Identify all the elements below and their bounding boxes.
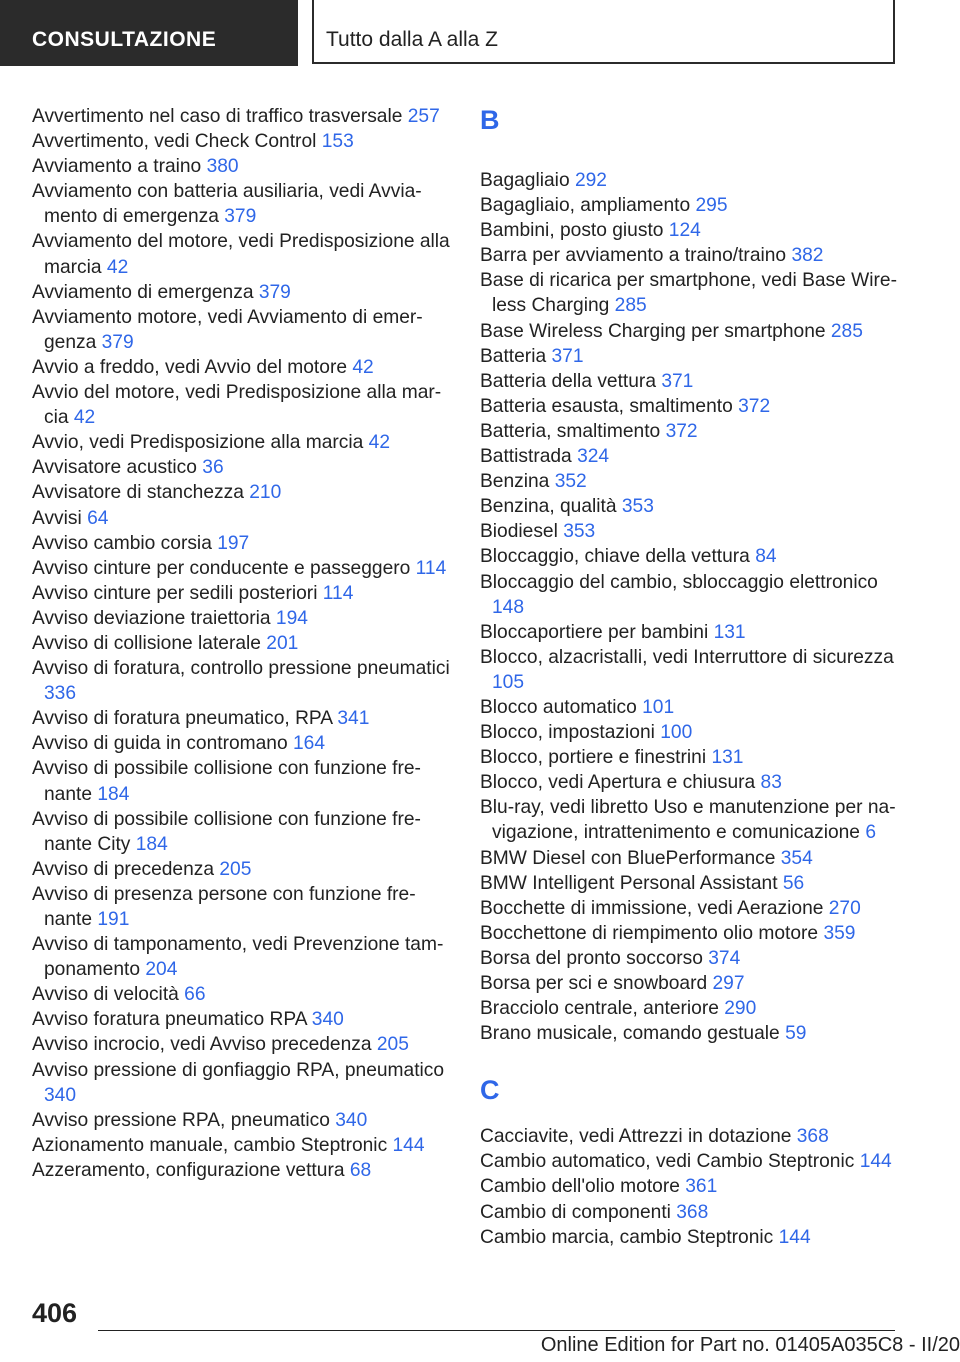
index-entry: [480, 620, 905, 645]
entry-text: Bocchettone di riempimento olio motore: [480, 922, 819, 944]
index-entry: [32, 531, 452, 556]
entry-text: Batteria, smaltimento: [480, 420, 661, 442]
entry-page-link[interactable]: 372: [665, 420, 698, 442]
entry-text: Blocco, alzacristalli, vedi Interruttore di sicurezza: [480, 646, 894, 668]
index-entry: [480, 946, 905, 971]
entry-page-link[interactable]: 201: [266, 632, 299, 654]
index-entry: [480, 268, 905, 318]
entry-page-link[interactable]: 205: [376, 1034, 409, 1056]
entry-text: Borsa del pronto soccorso: [480, 947, 703, 969]
entry-page-link[interactable]: 59: [785, 1023, 807, 1045]
index-entry: [480, 770, 905, 795]
entry-text: Avviso di presenza persone con funzione frenante: [32, 883, 416, 930]
index-entry: [32, 229, 452, 279]
index-entry: [480, 846, 905, 871]
entry-page-link[interactable]: 144: [392, 1134, 425, 1156]
entry-page-link[interactable]: 194: [275, 607, 308, 629]
index-entry: [32, 430, 452, 455]
entry-page-link[interactable]: 270: [828, 897, 861, 919]
entry-page-link[interactable]: 324: [577, 446, 610, 468]
index-entry: [480, 1021, 905, 1046]
index-entry: [32, 455, 452, 480]
index-entry: [32, 380, 452, 430]
entry-page-link[interactable]: 374: [708, 947, 741, 969]
page-number: 406: [32, 1298, 78, 1328]
entry-text: Avviamento con batteria ausiliaria, vedi Avviamento di emergenza: [32, 181, 422, 228]
entry-page-link[interactable]: 42: [73, 407, 96, 429]
entry-page-link[interactable]: 354: [780, 847, 813, 869]
entry-text: Bloccaggio, chiave della vettura: [480, 546, 750, 568]
index-entry: [480, 243, 905, 268]
entry-page-link[interactable]: 382: [791, 245, 824, 267]
entry-text: Batteria: [480, 345, 547, 367]
entry-text: Base Wireless Charging per smartphone: [480, 320, 826, 342]
index-entry: [32, 606, 452, 631]
entry-page-link[interactable]: 379: [258, 281, 291, 303]
entry-page-link[interactable]: 84: [755, 546, 777, 568]
index-entry: [480, 394, 905, 419]
index-column-right: [480, 100, 905, 1250]
index-entry: [480, 1225, 905, 1250]
entry-page-link[interactable]: 68: [349, 1159, 372, 1181]
index-entry: [480, 369, 905, 394]
entry-page-link[interactable]: 290: [724, 998, 757, 1020]
entry-page-link[interactable]: 353: [563, 521, 596, 543]
section-tab: CONSULTAZIONE: [0, 0, 298, 66]
entry-page-link[interactable]: 340: [44, 1084, 77, 1106]
entry-page-link[interactable]: 336: [44, 683, 77, 705]
entry-text: Avvisatore di stanchezza: [32, 482, 244, 504]
index-entry: [32, 706, 452, 731]
entry-page-link[interactable]: 372: [738, 395, 771, 417]
entry-text: Avviso di precedenza: [32, 858, 215, 880]
index-entry: [480, 695, 905, 720]
letter-heading-b: B: [480, 105, 500, 135]
entry-page-link[interactable]: 368: [796, 1126, 829, 1148]
index-entry: [480, 494, 905, 519]
index-entry: [480, 720, 905, 745]
entry-page-link[interactable]: 42: [368, 432, 391, 454]
index-entry: [480, 896, 905, 921]
entry-text: Avviso di tamponamento, vedi Prevenzione tamponamento: [32, 934, 444, 981]
entry-page-link[interactable]: 114: [322, 582, 354, 604]
entry-text: Avviamento del motore, vedi Predisposizione alla marcia: [32, 231, 450, 278]
entry-page-link[interactable]: 100: [660, 722, 693, 744]
entry-page-link[interactable]: 42: [352, 356, 374, 378]
entry-text: Bagagliaio: [480, 170, 570, 191]
entry-text: Avviamento motore, vedi Avviamento di emergenza: [32, 306, 423, 353]
index-entry: [32, 932, 452, 982]
index-entry: [32, 882, 452, 932]
index-column-left: [32, 104, 452, 1183]
index-entry: [32, 807, 452, 857]
index-entry: [480, 193, 905, 218]
entry-text: Avviso di possibile collisione con funzione frenante City: [32, 808, 421, 855]
entry-page-link[interactable]: 379: [101, 331, 134, 353]
entry-text: Avvertimento, vedi Check Control: [32, 131, 317, 153]
entry-text: Avviso di collisione laterale: [32, 632, 261, 654]
index-entry: [32, 982, 452, 1007]
entry-page-link[interactable]: 210: [249, 482, 282, 504]
entry-page-link[interactable]: 42: [106, 256, 129, 278]
index-entry: [32, 305, 452, 355]
entry-text: Barra per avviamento a traino/traino: [480, 245, 787, 267]
entry-page-link[interactable]: 371: [551, 345, 584, 367]
entry-page-link[interactable]: 36: [202, 457, 224, 479]
entry-page-link[interactable]: 184: [135, 833, 168, 855]
entry-page-link[interactable]: 368: [676, 1201, 709, 1223]
entry-page-link[interactable]: 197: [217, 532, 250, 554]
entry-page-link[interactable]: 285: [830, 320, 863, 342]
entry-text: Avvio del motore, vedi Predisposizione alla marcia: [32, 382, 442, 429]
entry-text: Bloccaportiere per bambini: [480, 621, 709, 643]
entry-page-link[interactable]: 105: [492, 671, 525, 693]
entry-text: Cambio di componenti: [480, 1201, 671, 1223]
entry-page-link[interactable]: 101: [642, 696, 675, 718]
entry-page-link[interactable]: 204: [145, 959, 178, 981]
entry-page-link[interactable]: 144: [859, 1151, 892, 1173]
index-list-b: [480, 168, 905, 1046]
entry-page-link[interactable]: 340: [335, 1109, 368, 1131]
entry-text: Avviso di guida in contromano: [32, 733, 288, 755]
index-entry: [480, 419, 905, 444]
entry-text: Biodiesel: [480, 521, 558, 543]
entry-text: Blocco, impostazioni: [480, 722, 655, 744]
entry-text: Cacciavite, vedi Attrezzi in dotazione: [480, 1126, 792, 1148]
entry-page-link[interactable]: 124: [668, 220, 701, 242]
entry-text: Avviso di foratura, controllo pressione pneumatici: [32, 658, 450, 680]
letter-heading-c: C: [480, 1075, 500, 1106]
index-list-c: [480, 1124, 905, 1249]
entry-page-link[interactable]: 297: [712, 973, 745, 994]
entry-page-link[interactable]: 153: [321, 131, 354, 153]
edition-note: Online Edition for Part no. 01405A035C8 - II/20: [540, 1334, 960, 1356]
index-entry: [480, 218, 905, 243]
entry-text: Bocchette di immissione, vedi Aerazione: [480, 897, 824, 919]
entry-text: BMW Intelligent Personal Assistant: [480, 872, 778, 894]
index-entry: [32, 506, 452, 531]
index-entry: [480, 871, 905, 896]
index-entry: [480, 645, 905, 695]
entry-text: Brano musicale, comando gestuale: [480, 1023, 780, 1045]
index-entry: [480, 1174, 905, 1199]
index-entry: [32, 631, 452, 656]
entry-text: Borsa per sci e snowboard: [480, 973, 708, 994]
index-entry: [32, 1108, 452, 1133]
entry-text: Avviso pressione RPA, pneumatico: [32, 1109, 330, 1131]
entry-text: Avviso di possibile collisione con funzione frenante: [32, 758, 421, 805]
index-entry: [480, 544, 905, 569]
entry-text: Blocco, portiere e finestrini: [480, 747, 707, 769]
entry-text: Avvio a freddo, vedi Avvio del motore: [32, 356, 347, 378]
index-entry: [480, 745, 905, 770]
entry-text: Batteria della vettura: [480, 370, 656, 392]
entry-text: Avviso cambio corsia: [32, 532, 212, 554]
index-entry: [480, 469, 905, 494]
entry-text: Avviso di foratura pneumatico, RPA: [32, 708, 333, 730]
entry-page-link[interactable]: 359: [823, 922, 856, 944]
index-list-a: [32, 104, 452, 1183]
index-entry: [480, 570, 905, 620]
entry-text: Avviso pressione di gonfiaggio RPA, pneumatico: [32, 1059, 445, 1081]
entry-text: Avviso incrocio, vedi Avviso precedenza: [32, 1034, 372, 1056]
index-entry: [32, 656, 452, 706]
index-entry: [480, 1149, 905, 1174]
index-entry: [32, 556, 452, 581]
entry-page-link[interactable]: 361: [685, 1176, 718, 1198]
entry-text: Avvertimento nel caso di traffico trasversale: [32, 106, 403, 127]
entry-text: Benzina: [480, 471, 550, 493]
entry-text: Avvisatore acustico: [32, 457, 197, 479]
entry-page-link[interactable]: 352: [554, 471, 587, 493]
entry-text: Avviso deviazione traiettoria: [32, 607, 271, 629]
entry-page-link[interactable]: 64: [87, 507, 109, 529]
entry-page-link[interactable]: 371: [661, 370, 694, 392]
entry-page-link[interactable]: 191: [97, 909, 130, 930]
index-entry: [32, 756, 452, 806]
entry-page-link[interactable]: 380: [206, 156, 239, 178]
index-entry: [480, 319, 905, 344]
entry-text: Avviamento di emergenza: [32, 281, 254, 303]
entry-page-link[interactable]: 353: [621, 496, 654, 518]
entry-page-link[interactable]: 257: [407, 106, 440, 127]
index-entry: [32, 129, 452, 154]
index-entry: [32, 1007, 452, 1032]
index-entry: [32, 857, 452, 882]
entry-text: Benzina, qualità: [480, 496, 617, 518]
entry-text: Blocco, vedi Apertura e chiusura: [480, 772, 756, 794]
entry-page-link[interactable]: 295: [695, 195, 728, 217]
entry-page-link[interactable]: 56: [782, 872, 805, 894]
index-entry: [480, 519, 905, 544]
entry-text: Battistrada: [480, 446, 572, 468]
index-entry: [32, 480, 452, 505]
index-entry: [32, 179, 452, 229]
entry-page-link[interactable]: 83: [760, 772, 782, 794]
entry-page-link[interactable]: 148: [492, 596, 525, 618]
entry-text: Avviamento a traino: [32, 156, 202, 178]
entry-text: Azionamento manuale, cambio Steptronic: [32, 1134, 388, 1156]
index-entry: [32, 1032, 452, 1057]
entry-text: Avvisi: [32, 507, 82, 529]
index-entry: [32, 104, 452, 129]
footer-divider: [98, 1330, 895, 1331]
entry-text: Blu-ray, vedi libretto Uso e manutenzione per navigazione, intrattenimento e comunicazione: [480, 797, 896, 844]
page-header: [0, 0, 960, 66]
entry-text: Cambio marcia, cambio Steptronic: [480, 1226, 774, 1248]
entry-text: BMW Diesel con BluePerformance: [480, 847, 776, 869]
entry-page-link[interactable]: 131: [713, 621, 746, 643]
entry-page-link[interactable]: 184: [97, 783, 130, 805]
index-entry: [32, 1058, 452, 1108]
entry-page-link[interactable]: 340: [311, 1009, 344, 1031]
index-entry: [480, 168, 905, 193]
entry-text: Blocco automatico: [480, 696, 637, 718]
index-entry: [32, 355, 452, 380]
entry-text: Bloccaggio del cambio, sbloccaggio elettronico: [480, 571, 878, 593]
entry-page-link[interactable]: 164: [292, 733, 325, 755]
entry-text: Cambio automatico, vedi Cambio Steptronic: [480, 1151, 855, 1173]
entry-page-link[interactable]: 131: [711, 747, 744, 769]
entry-page-link[interactable]: 114: [415, 557, 447, 579]
index-entry: [32, 1133, 452, 1158]
index-entry: [480, 971, 905, 996]
entry-page-link[interactable]: 292: [574, 170, 607, 191]
index-entry: [32, 581, 452, 606]
chapter-title: Tutto dalla A alla Z: [312, 0, 895, 64]
index-entry: [480, 921, 905, 946]
entry-page-link[interactable]: 341: [337, 708, 370, 730]
entry-text: Avvio, vedi Predisposizione alla marcia: [32, 432, 364, 454]
entry-text: Batteria esausta, smaltimento: [480, 395, 733, 417]
entry-text: Bracciolo centrale, anteriore: [480, 998, 719, 1020]
index-entry: [480, 996, 905, 1021]
entry-text: Bagagliaio, ampliamento: [480, 195, 691, 217]
index-entry: [480, 795, 905, 845]
index-entry: [32, 1158, 452, 1183]
entry-page-link[interactable]: 66: [184, 984, 206, 1006]
index-entry: [32, 154, 452, 179]
entry-text: Base di ricarica per smartphone, vedi Base Wireless Charging: [480, 270, 897, 317]
entry-text: Avviso foratura pneumatico RPA: [32, 1009, 307, 1031]
entry-text: Avviso cinture per sedili posteriori: [32, 582, 318, 604]
index-entry: [480, 1200, 905, 1225]
index-entry: [480, 1124, 905, 1149]
entry-page-link[interactable]: 205: [219, 858, 252, 880]
entry-text: Cambio dell'olio motore: [480, 1176, 680, 1198]
index-entry: [32, 731, 452, 756]
index-entry: [32, 280, 452, 305]
entry-page-link[interactable]: 6: [865, 822, 876, 844]
entry-text: Avviso di velocità: [32, 984, 179, 1006]
entry-text: Azzeramento, configurazione vettura: [32, 1159, 345, 1181]
entry-text: Bambini, posto giusto: [480, 220, 664, 242]
entry-page-link[interactable]: 144: [778, 1226, 811, 1248]
index-entry: [480, 344, 905, 369]
entry-page-link[interactable]: 285: [614, 295, 647, 317]
entry-page-link[interactable]: 379: [224, 206, 257, 228]
entry-text: Avviso cinture per conducente e passeggero: [32, 557, 411, 579]
index-entry: [480, 444, 905, 469]
